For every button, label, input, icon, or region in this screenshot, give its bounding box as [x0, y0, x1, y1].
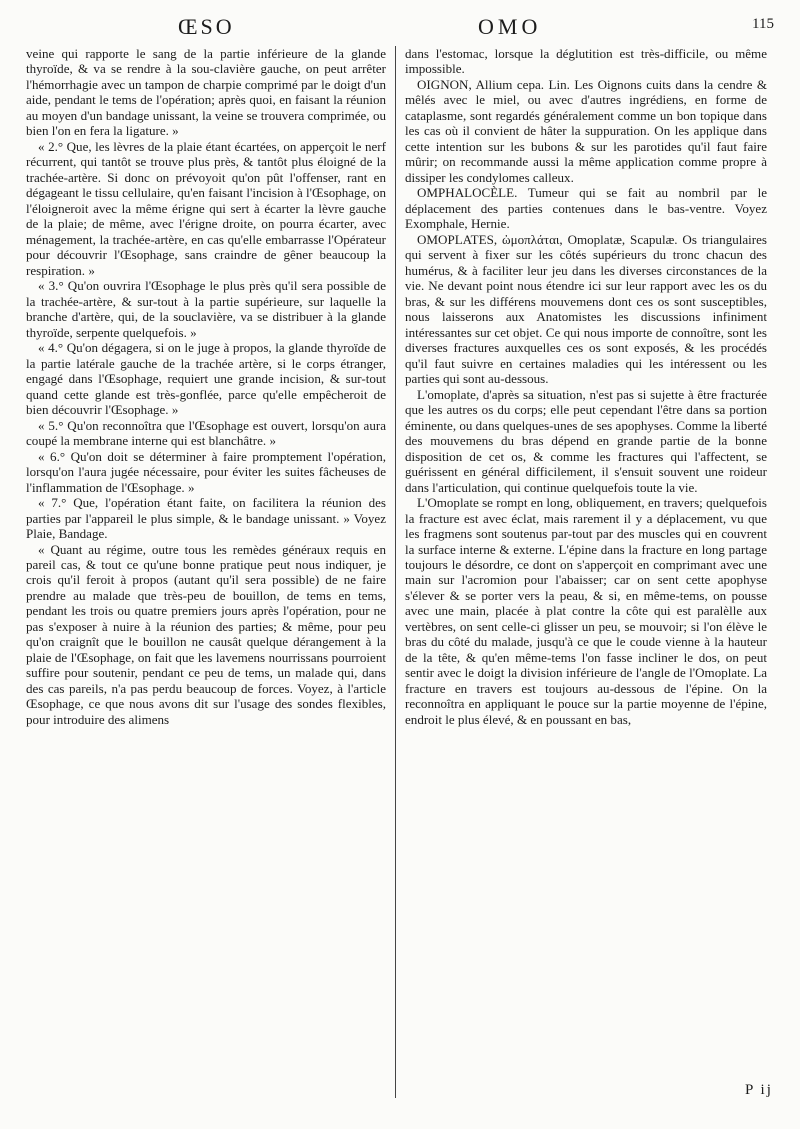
paragraph: L'omoplate, d'après sa situation, n'est pas si sujette à être fracturée que les autres os du corps; elle peut cependant l'être dans sa portion éminente, ou dans quelques-unes de ses apophyses. Comme la liberté des mouvemens du bras dépend en grande partie de la bonne disposition de cet os, & comme les fractures qui l'affectent, se guérissent en général difficilement, il s'ensuit souvent une roideur dans l'articulation, qui continue quelquefois toute la vie.: [405, 386, 767, 495]
entry-omphalocele: OMPHALOCÈLE. Tumeur qui se fait au nombril par le déplacement des parties contenues dans le bas-ventre. Voyez Exomphale, Hernie.: [405, 185, 767, 232]
column-divider: [395, 46, 396, 1098]
page-number: 115: [752, 16, 774, 32]
header-center-word: OMO: [478, 14, 542, 39]
paragraph: L'Omoplate se rompt en long, obliquement, en travers; quelquefois la fracture est avec éclat, mais rarement il y a déplacement, vu que les fragmens sont soutenus par-tout par des muscles qui en couvrent la surface interne & externe. L'épine dans la fracture en long partage toujours le désordre, ce dont on s'apperçoit en comprimant avec une main sur l'acromion pour l'abaisser; car on sent cette apophyse s'élever & se porter vers la peau, & si, en même-tems, on pousse avec une main, placée à plat contre la côte qui est paralèlle aux vertèbres, on sent celle-ci glisser un peu, se mouvoir; si l'on élève le bras du côté du malade, jusqu'à ce que le coude vienne à la hauteur de la tête, & qu'en même-tems l'on fasse incliner le dos, on peut sentir avec le doigt la division inférieure de l'angle de l'Omoplate. La fracture en travers est toujours au-dessous de l'épine. On la reconnoîtra en appliquant le pouce sur la partie moyenne de l'épine, endroit le plus élevé, & en poussant en bas,: [405, 495, 767, 727]
paragraph: dans l'estomac, lorsque la déglutition est très-difficile, ou même impossible.: [405, 46, 767, 77]
paragraph: « 6.° Qu'on doit se déterminer à faire promptement l'opération, lorsqu'on l'aura jugée nécessaire, pour éviter les suites fâcheuses de l'inflammation de l'Œsophage. »: [26, 448, 386, 495]
paragraph: « 7.° Que, l'opération étant faite, on facilitera la réunion des parties par l'appareil le plus simple, & le bandage unissant. » Voyez Plaie, Bandage.: [26, 495, 386, 542]
paragraph: « 2.° Que, les lèvres de la plaie étant écartées, on apperçoit le nerf récurrent, qui tantôt se trouve plus près, & tantôt plus éloigné de la trachée-artère. Si donc on prévoyoit qu'on pût l'offenser, rant en dégageant le tissu cellulaire, qu'en faisant l'incision à l'Œsophage, on l'éloigneroit avec la même érigne qui sert à écarter la lèvre gauche de la plaie; de même, avec l'érigne droite, on pourra écarter, avec ménagement, la trachée-artère, en cas qu'elle embarrasse l'Opérateur pour découvrir l'Œsophage, sans craindre de gêner beaucoup la respiration. »: [26, 138, 386, 278]
header-left-word: ŒSO: [178, 14, 235, 39]
paragraph: « 4.° Qu'on dégagera, si on le juge à propos, la glande thyroïde de la partie latérale gauche de la trachée artère, si le corps étranger, engagé dans l'Œsophage, requiert une grande incision, & sur-tout quand cette glande est très-gonflée, parce qu'elle empêcheroit de bien découvrir l'Œsophage. »: [26, 340, 386, 418]
entry-oignon: OIGNON, Allium cepa. Lin. Les Oignons cuits dans la cendre & mêlés avec le miel, ou avec d'autres ingrédiens, en forme de cataplasme, sont regardés généralement comme un bon topique dans les cas où il convient de hâter la suppuration. On les applique dans cette intention sur les bubons & sur les parotides qu'il faut faire mûrir; on recommande aussi la même application comme propre à dissiper les condylomes calleux.: [405, 76, 767, 185]
paragraph: « 3.° Qu'on ouvrira l'Œsophage le plus près qu'il sera possible de la trachée-artère, & sur-tout à la partie supérieure, sur laquelle la branche d'artère, qui, de la souclavière, va se distribuer à la glande thyroïde, serpente quelquefois. »: [26, 278, 386, 340]
paragraph: « 5.° Qu'on reconnoîtra que l'Œsophage est ouvert, lorsqu'on aura coupé la membrane interne qui est blanchâtre. »: [26, 417, 386, 449]
paragraph: veine qui rapporte le sang de la partie inférieure de la glande thyroïde, & va se rendre à la sou-clavière gauche, on peut arrêter l'hémorrhagie avec un tampon de charpie comprimé par le doigt d'un aide, pendant le tems de l'opération; après quoi, en faisant la réunion au moyen d'un bandage unissant, la veine se trouvera comprimée, ou bien l'on en fera la ligature. »: [26, 46, 386, 139]
signature-mark: P ij: [745, 1082, 773, 1098]
left-column: [26, 46, 386, 727]
running-header: [0, 14, 800, 44]
right-column: [405, 46, 767, 727]
paragraph: « Quant au régime, outre tous les remèdes généraux requis en pareil cas, & tout ce qu'une bonne pratique peut nous indiquer, je crois qu'il feroit à propos (autant qu'il sera possible) de ne faire prendre au malade que très-peu de bouillon, de tems en tems, pendant les trois ou quatre premiers jours après l'opération, pour ne pas s'exposer à nuire à la réunion des parties; & même, pour peu qu'on craignît que le bouillon ne causât quelque dérangement à la plaie de l'Œsophage, on fait que les lavemens nourrissans pourroient suffire pour soutenir, pendant ce peu de tems, un malade qui, dans des cas pareils, n'a pas perdu beaucoup de forces. Voyez, à l'article Œsophage, ce que nous avons dit sur l'usage des sondes flexibles, pour introduire des alimens: [26, 541, 386, 727]
entry-omoplates: OMOPLATES, ὠμοπλάται, Omoplatæ, Scapulæ. Os triangulaires qui servent à fixer sur les côtés supérieurs du tronc chacun des humérus, & à faciliter leur jeu dans les diverses circonstances de la vie. Ne devant point nous étendre ici sur leur rapport avec les os du bras, & sur les différens mouvemens dont ces os sont susceptibles, nous laisserons aux Anatomistes les discussions infiniment intéressantes sur cet objet. Ce qui nous importe de connoître, sont les diverses fractures auxquelles ces os sont exposés, & les procédés qu'il faut suivre en certaines maladies qui les intéressent ou les parties qui sont au-dessous.: [405, 231, 767, 387]
